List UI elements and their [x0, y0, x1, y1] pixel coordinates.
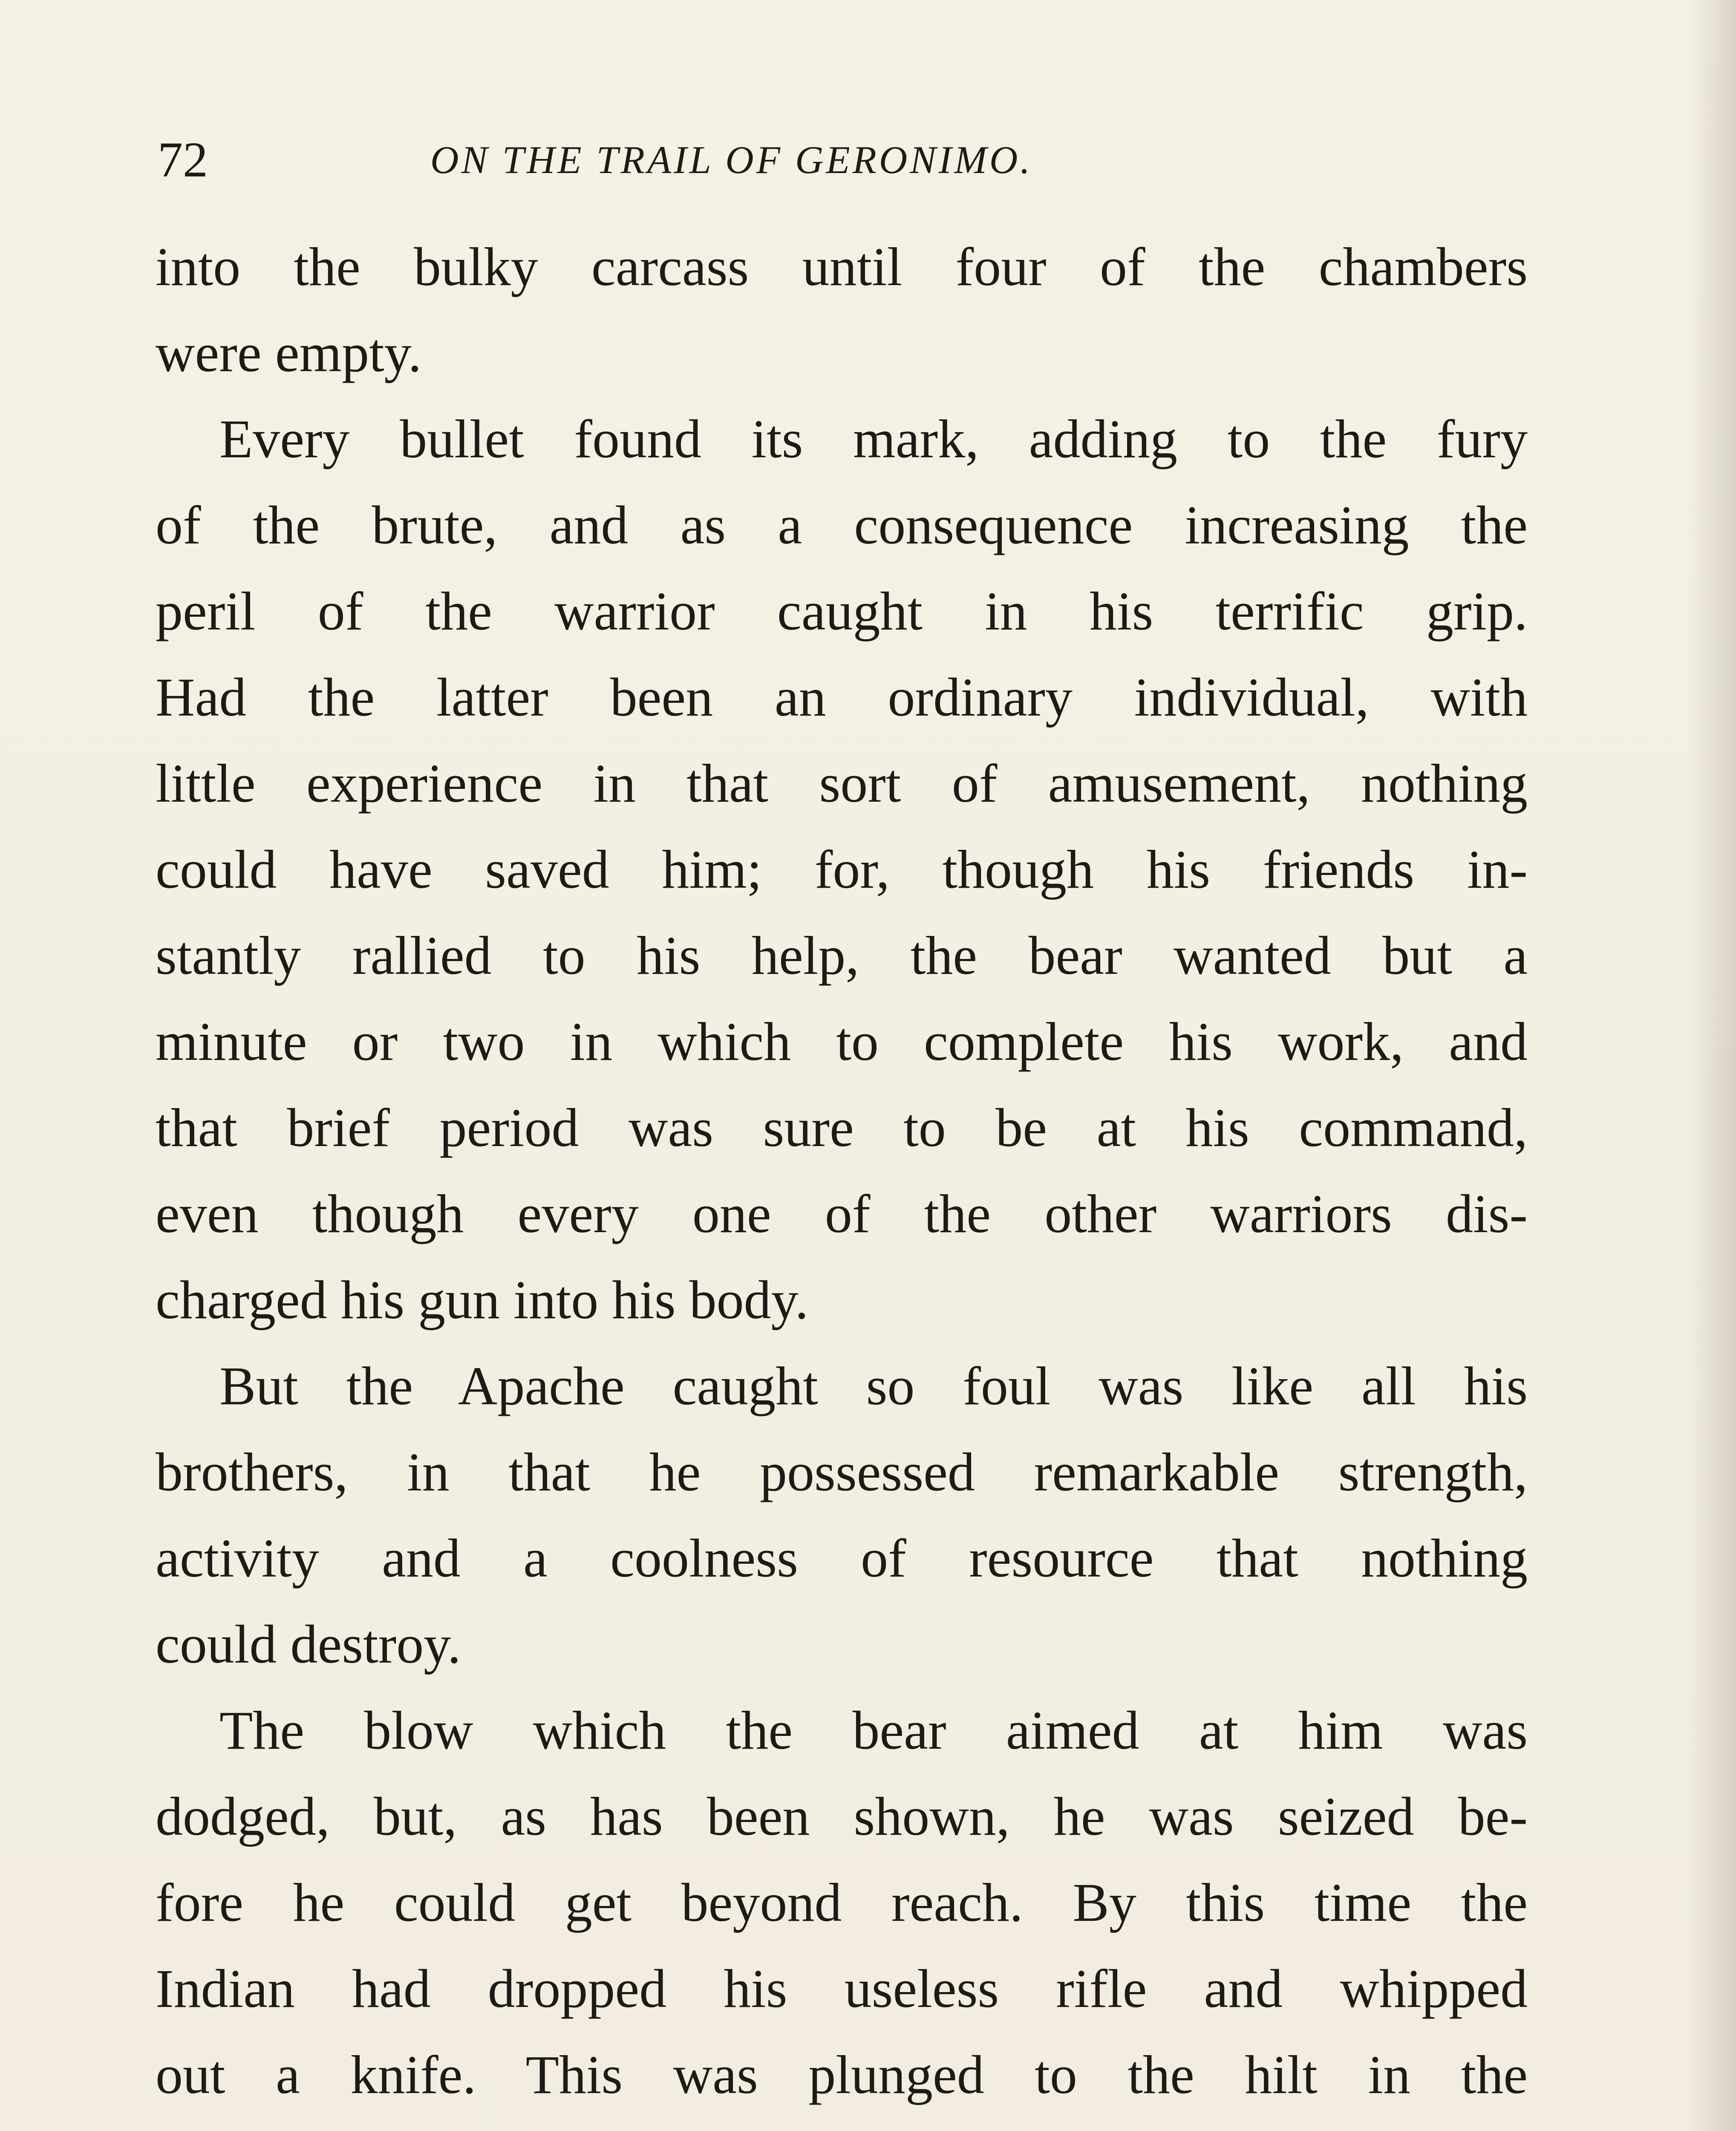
text-line: fore he could get beyond reach. By this time the [156, 1872, 1528, 1933]
text-line: The blow which the bear aimed at him was [219, 1700, 1528, 1761]
text-line: little experience in that sort of amusement, nothing [156, 753, 1528, 814]
text-line: that brief period was sure to be at his command, [156, 1097, 1528, 1158]
text-line: charged his gun into his body. [156, 1270, 809, 1330]
text-line: were empty. [156, 323, 422, 383]
text-line: Every bullet found its mark, adding to the fury [219, 409, 1528, 469]
text-line: Indian had dropped his useless rifle and whipped [156, 1958, 1528, 2019]
page-number: 72 [158, 132, 208, 188]
text-line: minute or two in which to complete his work, and [156, 1011, 1528, 1072]
text-line: could destroy. [156, 1614, 461, 1675]
text-line: peril of the warrior caught in his terrific grip. [156, 581, 1528, 641]
text-line: But the Apache caught so foul was like all his [219, 1356, 1528, 1416]
text-line: stantly rallied to his help, the bear wanted but a [156, 925, 1528, 986]
text-line: dodged, but, as has been shown, he was seized be- [156, 1786, 1528, 1847]
text-line: of the brute, and as a consequence increasing the [156, 495, 1528, 555]
running-title: ON THE TRAIL OF GERONIMO. [430, 138, 1033, 182]
text-line: into the bulky carcass until four of the chambers [156, 237, 1528, 297]
text-line: Had the latter been an ordinary individual, with [156, 667, 1528, 728]
body-text [156, 224, 1528, 2131]
text-line: even though every one of the other warriors dis- [156, 1184, 1528, 1244]
text-line [156, 2118, 1528, 2131]
text-line: out a knife. This was plunged to the hilt in the [156, 2044, 1528, 2105]
running-head [158, 128, 1427, 192]
text-line: brothers, in that he possessed remarkable strength, [156, 1442, 1528, 1502]
text-line: activity and a coolness of resource that nothing [156, 1528, 1528, 1588]
text-line: could have saved him; for, though his friends in- [156, 839, 1528, 900]
